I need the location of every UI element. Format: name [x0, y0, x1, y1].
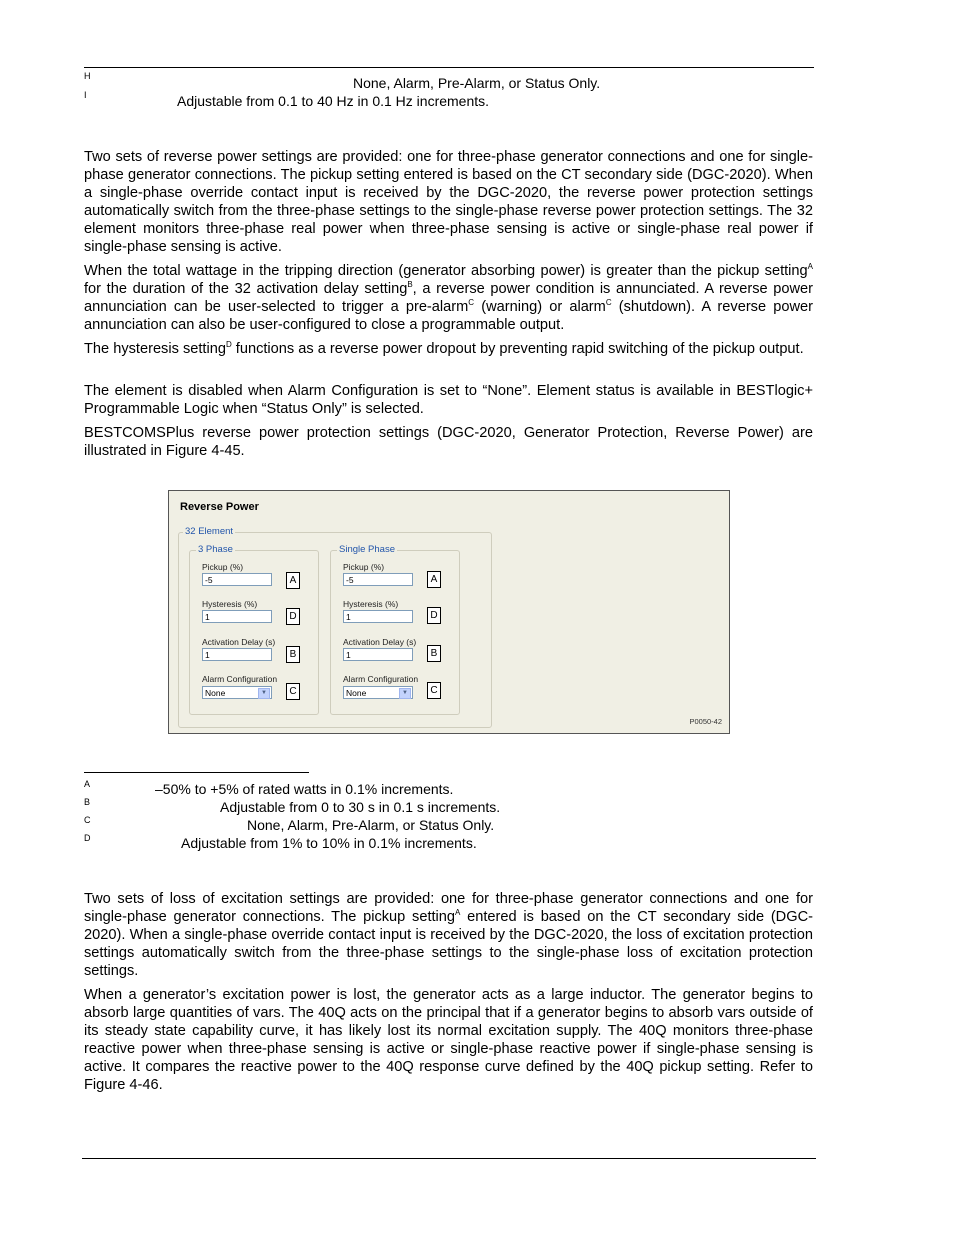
footnote-mark: H: [84, 71, 91, 81]
group-title: Single Phase: [339, 544, 395, 555]
alarm-label: Alarm Configuration: [343, 674, 419, 684]
pickup-input[interactable]: -5: [343, 573, 413, 586]
callout-tag: C: [286, 683, 300, 700]
footnote-mark: A: [84, 779, 91, 789]
alarm-configuration-select[interactable]: [202, 686, 272, 699]
footer-rule: [82, 1158, 816, 1159]
reverse-power-screen: [168, 490, 730, 734]
header-rule: [84, 67, 814, 68]
paragraph: BESTCOMSPlus reverse power protection settings (DGC-2020, Generator Protection, Reverse Power) are illustrated in Figure 4-45.: [84, 425, 813, 459]
pickup-label: Pickup (%): [202, 562, 244, 572]
footnote-mark: B: [84, 797, 91, 807]
chevron-down-icon[interactable]: ▼: [399, 688, 411, 699]
screen-title: Reverse Power: [180, 501, 259, 513]
paragraph: When a generator’s excitation power is lost, the generator acts as a large inductor. The generator begins to absorb large quantities of vars. The 40Q acts on the principal that if a generator begins to absorb vars outside of its steady state capability curve, it has likely lost its normal excitation supply. The 40Q monitors three-phase reactive power when three-phase sensing is active or single-phase reactive power if single-phase sensing is active. It compares the reactive power to the 40Q response curve defined by the 40Q pickup setting. Refer to Figure 4-46.: [84, 987, 813, 1093]
footnote-rule: [84, 772, 309, 773]
paragraph: When the total wattage in the tripping direction (generator absorbing power) is greater than the pickup setting$^A$ for the duration of the 32 activation delay setting$^B$, a reverse power condition is annunciated. A reverse power annunciation can be user-selected to trigger a pre-alarm$^C$ (warning) or alarm$^C$ (shutdown). A reverse power annunciation can also be user-configured to close a programmable output.: [84, 262, 813, 333]
selected-value: None: [205, 688, 226, 698]
callout-tag: A: [427, 571, 441, 588]
activation-delay-input[interactable]: 1: [343, 648, 413, 661]
hysteresis-input[interactable]: 1: [202, 610, 272, 623]
hysteresis-input[interactable]: 1: [343, 610, 413, 623]
alarm-configuration-select[interactable]: [343, 686, 413, 699]
group-title: 32 Element: [185, 526, 234, 537]
callout-tag: A: [286, 572, 300, 589]
hysteresis-label: Hysteresis (%): [343, 599, 399, 609]
footnote-mark: I: [84, 90, 87, 100]
footnote-mark: C: [84, 815, 91, 825]
group-title: 3 Phase: [198, 544, 233, 555]
paragraph: The element is disabled when Alarm Configuration is set to “None”. Element status is available in BESTlogic+ Programmable Logic when “Status Only” is selected.: [84, 383, 813, 417]
single-phase-group: [330, 544, 460, 715]
selected-value: None: [346, 688, 367, 698]
figure-id: P0050-42: [689, 717, 722, 726]
footnote-text: Adjustable from 0.1 to 40 Hz in 0.1 Hz increments.: [177, 93, 490, 109]
chevron-down-icon[interactable]: ▼: [258, 688, 270, 699]
activation-delay-input[interactable]: 1: [202, 648, 272, 661]
callout-tag: B: [427, 645, 441, 662]
footnote-mark: D: [84, 833, 91, 843]
hysteresis-label: Hysteresis (%): [202, 599, 258, 609]
three-phase-group: [189, 544, 319, 715]
element-group: [178, 526, 492, 728]
paragraph: The hysteresis setting$^D$ functions as a reverse power dropout by preventing rapid switching of the pickup output.: [84, 340, 804, 357]
paragraph: Two sets of reverse power settings are provided: one for three-phase generator connections and one for single-phase generator connections. The pickup setting entered is based on the CT secondary side (DGC-2020). When a single-phase override contact input is received by the DGC-2020, the reverse power protection settings automatically switch from the three-phase settings to the single-phase reverse power protection settings. The 32 element monitors three-phase real power when three-phase sensing is active or single-phase real power if single-phase sensing is active.: [84, 149, 813, 255]
footnote-text: None, Alarm, Pre-Alarm, or Status Only.: [353, 75, 601, 91]
callout-tag: D: [286, 608, 300, 625]
footnote-text: Adjustable from 1% to 10% in 0.1% increments.: [181, 835, 477, 851]
pickup-label: Pickup (%): [343, 562, 385, 572]
callout-tag: C: [427, 682, 441, 699]
callout-tag: D: [427, 607, 441, 624]
delay-label: Activation Delay (s): [202, 637, 276, 647]
pickup-input[interactable]: -5: [202, 573, 272, 586]
footnote-text: None, Alarm, Pre-Alarm, or Status Only.: [247, 817, 495, 833]
callout-tag: B: [286, 646, 300, 663]
alarm-label: Alarm Configuration: [202, 674, 278, 684]
footnote-text: –50% to +5% of rated watts in 0.1% increments.: [155, 781, 454, 797]
delay-label: Activation Delay (s): [343, 637, 417, 647]
paragraph: Two sets of loss of excitation settings are provided: one for three-phase generator connections and one for single-phase generator connections. The pickup setting$^A$ entered is based on the CT secondary side (DGC-2020). When a single-phase override contact input is received by the DGC-2020, the loss of excitation protection settings automatically switch from the three-phase settings to the single-phase loss of excitation protection settings.: [84, 891, 813, 979]
footnote-text: Adjustable from 0 to 30 s in 0.1 s increments.: [220, 799, 501, 815]
